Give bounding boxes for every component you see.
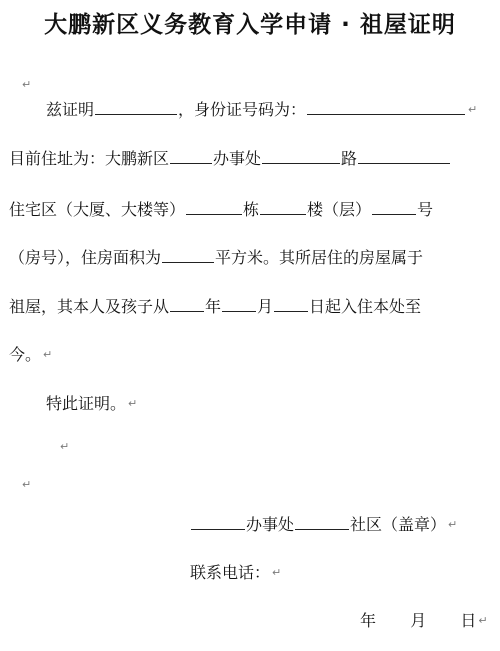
number-label: 号: [417, 200, 434, 219]
signature-community-label: 社区（盖章）: [350, 515, 447, 534]
document-title: 大鹏新区义务教育入学申请 · 祖屋证明: [44, 12, 456, 38]
paragraph-mark: ↵: [22, 78, 32, 91]
line-address: [9, 148, 451, 169]
area-blank[interactable]: [162, 247, 214, 263]
paragraph-mark: ↵: [272, 566, 282, 579]
start-month-blank[interactable]: [222, 296, 256, 312]
district-blank[interactable]: [170, 148, 212, 164]
paragraph-mark: ↵: [448, 518, 458, 531]
address-label: 目前住址为：大鹏新区: [9, 149, 170, 168]
paragraph-mark: ↵: [60, 440, 70, 453]
id-number-label: ，身份证号码为：: [178, 100, 307, 119]
line-certify: [46, 99, 477, 120]
certify-label: 兹证明: [46, 100, 95, 119]
start-day-blank[interactable]: [274, 296, 308, 312]
paragraph-mark: ↵: [43, 348, 53, 361]
office-label: 办事处: [213, 149, 262, 168]
line-date: [9, 296, 421, 317]
paragraph-mark: ↵: [478, 614, 488, 627]
road-label: 路: [341, 149, 358, 168]
sign-day-label: 日: [460, 611, 477, 630]
name-blank[interactable]: [95, 99, 177, 115]
road-blank[interactable]: [358, 148, 450, 164]
line-area: [9, 247, 423, 268]
start-day-label: 日起入住本处至: [309, 297, 422, 316]
signature-office-blank[interactable]: [191, 514, 245, 530]
start-year-label: 年: [205, 297, 222, 316]
phone-label: 联系电话：: [190, 563, 271, 582]
paragraph-mark: ↵: [128, 397, 138, 410]
room-area-label: （房号），住房面积为: [9, 248, 162, 267]
square-meter-label: 平方米。其所居住的房屋属于: [215, 248, 424, 267]
residence-label: 住宅区（大厦、大楼等）: [9, 200, 186, 219]
paragraph-mark: ↵: [468, 103, 478, 116]
start-month-label: 月: [257, 297, 274, 316]
building-blank[interactable]: [260, 199, 306, 215]
office-blank[interactable]: [262, 148, 340, 164]
line-sign-date: [360, 611, 488, 631]
sign-month-label: 月: [410, 611, 427, 630]
line-end: [9, 345, 52, 365]
line-special: [46, 394, 137, 414]
ancestral-house-label: 祖屋，其本人及孩子从: [9, 297, 170, 316]
building-label: 栋: [243, 200, 260, 219]
line-signature: [190, 514, 457, 535]
start-year-blank[interactable]: [170, 296, 204, 312]
id-number-blank[interactable]: [307, 99, 465, 115]
floor-blank[interactable]: [372, 199, 416, 215]
floor-label: 楼（层）: [307, 200, 372, 219]
special-certify-label: 特此证明。: [46, 394, 127, 413]
paragraph-mark: ↵: [22, 478, 32, 491]
residence-blank[interactable]: [186, 199, 242, 215]
line-phone: [190, 563, 281, 583]
signature-office-label: 办事处: [246, 515, 295, 534]
until-now-label: 今。: [9, 345, 42, 364]
line-residence: [9, 199, 433, 220]
signature-community-blank[interactable]: [295, 514, 349, 530]
sign-year-label: 年: [360, 611, 377, 630]
